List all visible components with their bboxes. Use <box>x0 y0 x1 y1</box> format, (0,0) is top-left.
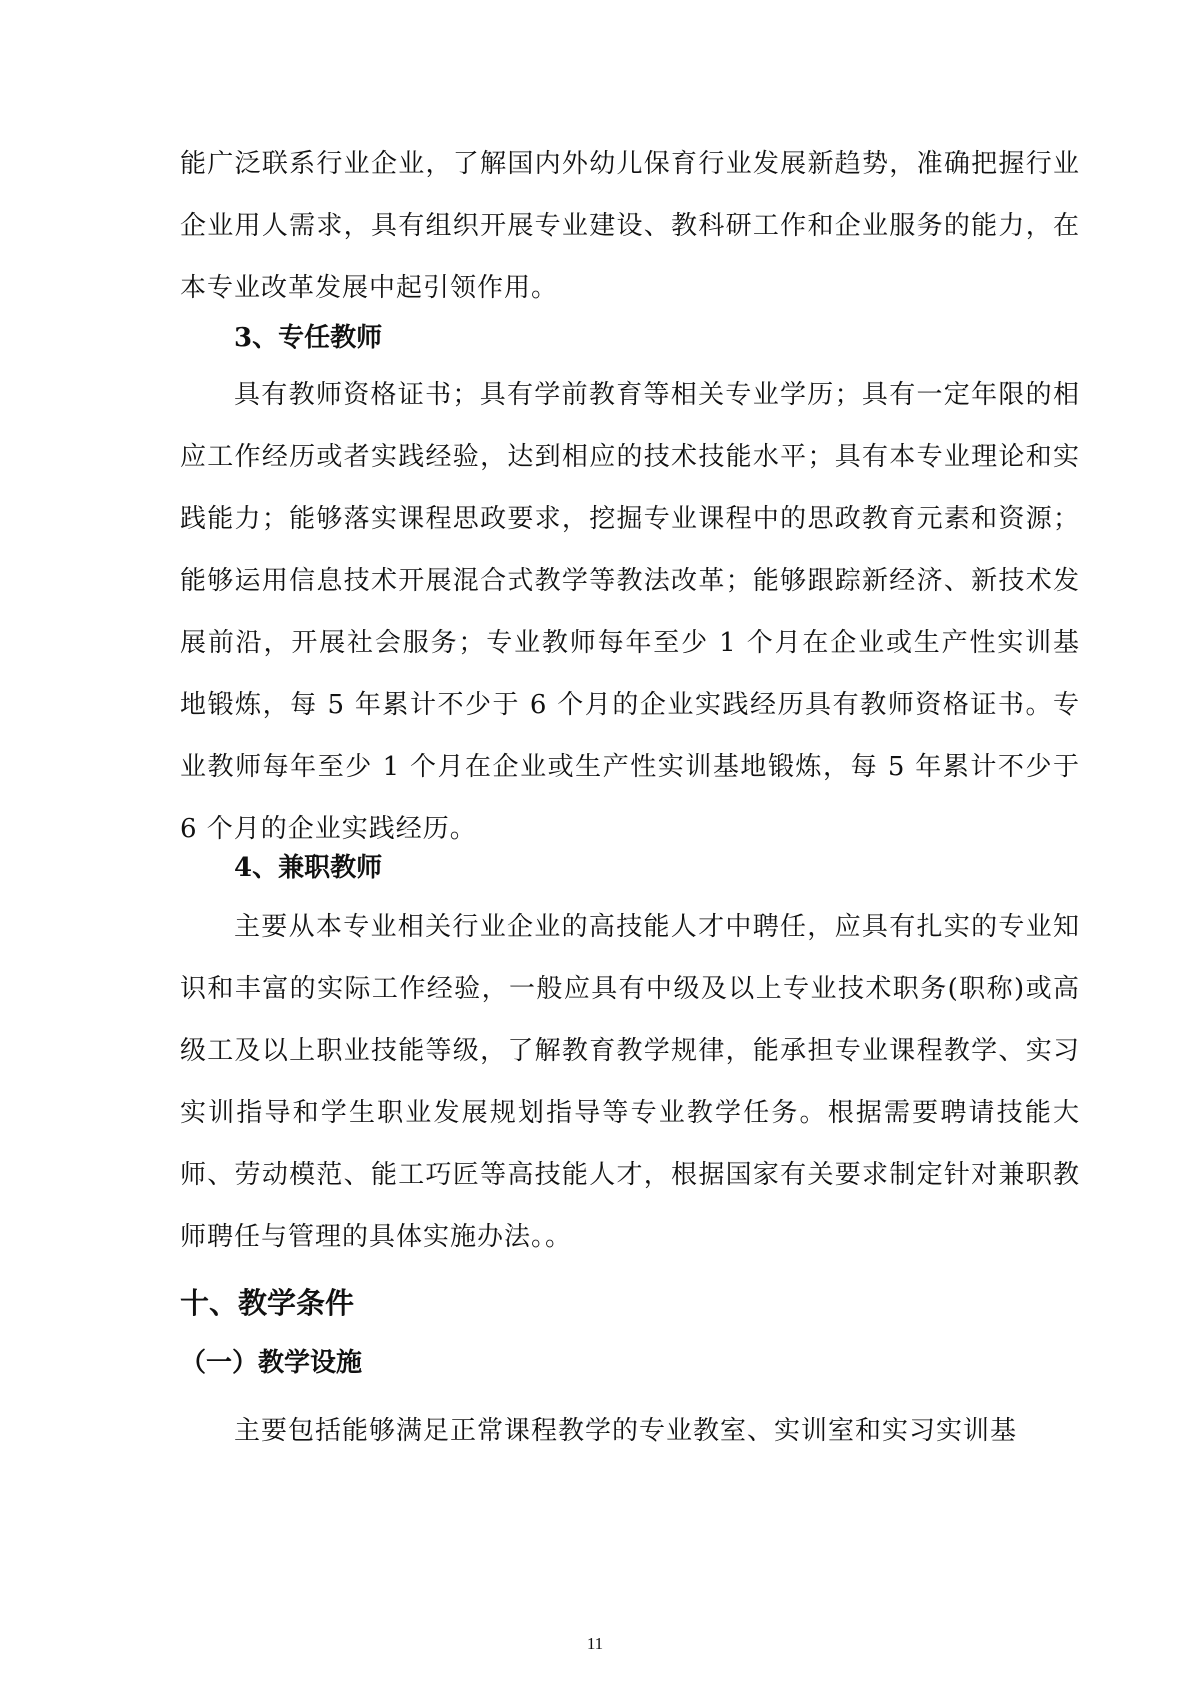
heading-parttime-teachers: 4、兼职教师 <box>234 853 383 883</box>
paragraph-parttime-teachers: 主要从本专业相关行业企业的高技能人才中聘任，应具有扎实的专业知识和丰富的实际工作经验，一般应具有中级及以上专业技术职务(职称)或高级工及以上职业技能等级，了解教育教学规律，能承担专业课程教学、实习实训指导和学生职业发展规划指导等专业教学任务。根据需要聘请技能大师、劳动模范、能工巧匠等高技能人才，根据国家有关要求制定针对兼职教师聘任与管理的具体实施办法。。 <box>180 912 1080 1252</box>
section-heading-teaching-conditions: 十、教学条件 <box>180 1286 355 1320</box>
page-number: 11 <box>586 1634 604 1653</box>
paragraph-fulltime-teachers: 具有教师资格证书；具有学前教育等相关专业学历；具有一定年限的相应工作经历或者实践经验，达到相应的技术技能水平；具有本专业理论和实践能力；能够落实课程思政要求，挖掘专业课程中的思政教育元素和资源；能够运用信息技术开展混合式教学等教法改革；能够跟踪新经济、新技术发展前沿，开展社会服务；专业教师每年至少 1 个月在企业或生产性实训基地锻炼，每 5 年累计不少于 6 个月的企业实践经历具有教师资格证书。专业教师每年至少 1 个月在企业或生产性实训基地锻炼，每 5 年累计不少于 6 个月的企业实践经历。 <box>180 380 1080 844</box>
heading-fulltime-teachers: 3、专任教师 <box>234 323 383 353</box>
heading-teaching-facilities: （一）教学设施 <box>180 1348 363 1378</box>
paragraph-leader: 能广泛联系行业企业，了解国内外幼儿保育行业发展新趋势，准确把握行业企业用人需求，具有组织开展专业建设、教科研工作和企业服务的能力，在本专业改革发展中起引领作用。 <box>180 149 1080 303</box>
paragraph-teaching-facilities: 主要包括能够满足正常课程教学的专业教室、实训室和实习实训基 <box>234 1416 1018 1446</box>
